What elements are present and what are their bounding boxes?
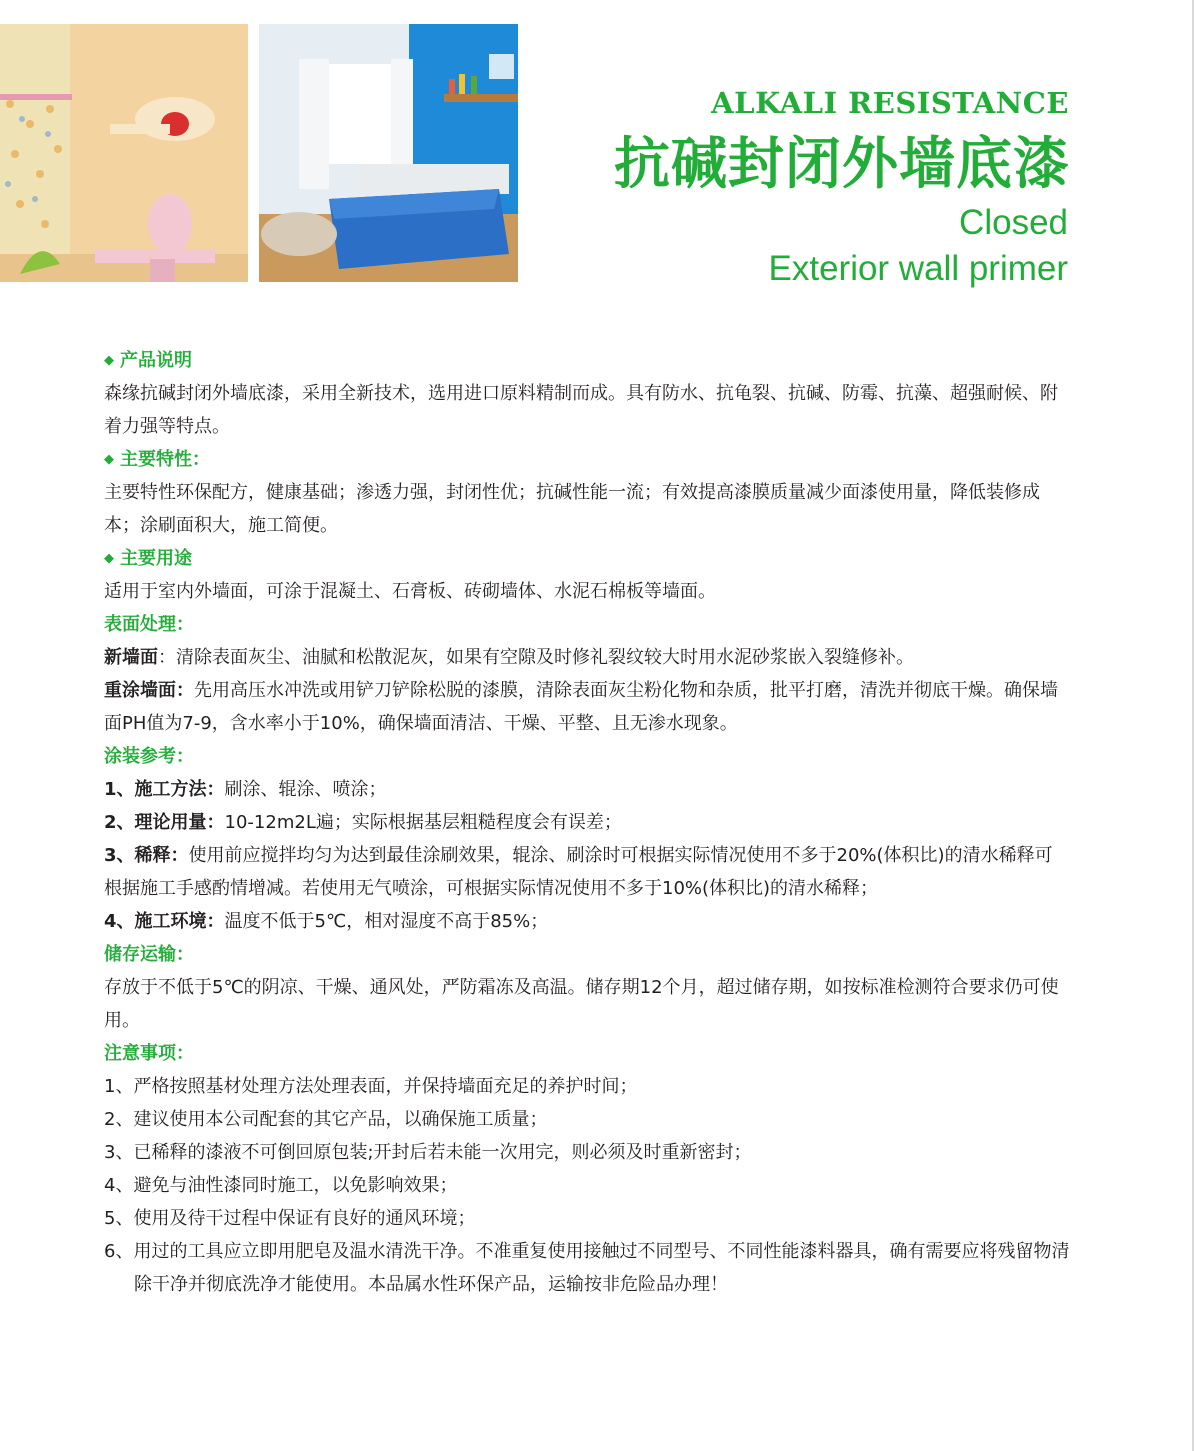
section-heading-coating: 涂装参考： xyxy=(104,746,194,767)
diamond-bullet-icon: ◆ xyxy=(104,452,114,467)
description-text: 森缘抗碱封闭外墙底漆，采用全新技术，选用进口原料精制而成。具有防水、抗龟裂、抗碱、防霉、抗藻、超强耐候、附着力强等特点。 xyxy=(104,383,1058,437)
new-wall-label: 新墙面 xyxy=(104,647,158,668)
coating-item: 3、稀释：使用前应搅拌均匀为达到最佳涂刷效果，辊涂、刷涂时可根据实际情况使用不多于20%(体积比)的清水稀释可根据施工手感酌情增减。若使用无气喷涂，可根据实际情况使用不多于10%(体积比)的清水稀释； xyxy=(104,845,1053,899)
section-heading-usage: ◆ 主要用途 xyxy=(104,548,192,569)
features-text: 主要特性环保配方，健康基础；渗透力强，封闭性优；抗碱性能一流；有效提高漆膜质量减少面漆使用量，降低装修成本；涂刷面积大，施工简便。 xyxy=(104,482,1040,536)
new-wall-paragraph xyxy=(104,641,1070,674)
section-heading-features: ◆ 主要特性： xyxy=(104,449,210,470)
english-title: ALKALI RESISTANCE xyxy=(711,86,1069,120)
note-item: 1、严格按照基材处理方法处理表面，并保持墙面充足的养护时间； xyxy=(104,1076,638,1097)
product-description xyxy=(104,344,1070,1301)
diamond-bullet-icon: ◆ xyxy=(104,551,114,566)
chinese-title: 抗碱封闭外墙底漆 xyxy=(614,132,1070,197)
section-heading-description: ◆ 产品说明 xyxy=(104,350,192,371)
recoat-text: 先用高压水冲洗或用铲刀铲除松脱的漆膜，清除表面灰尘粉化物和杂质，批平打磨，清洗并彻底干燥。确保墙面PH值为7-9，含水率小于10%，确保墙面清洁、干燥、平整、且无渗水现象。 xyxy=(104,680,1058,734)
usage-text: 适用于室内外墙面，可涂于混凝土、石膏板、砖砌墙体、水泥石棉板等墙面。 xyxy=(104,581,716,602)
room-photo-2 xyxy=(259,24,518,282)
coating-item: 4、施工环境：温度不低于5℃，相对湿度不高于85%； xyxy=(104,911,549,932)
note-item: 2、建议使用本公司配套的其它产品，以确保施工质量； xyxy=(104,1109,548,1130)
subtitle-line-1: Closed xyxy=(959,203,1068,242)
section-heading-storage: 储存运输： xyxy=(104,944,194,965)
note-item: 5、使用及待干过程中保证有良好的通风环境； xyxy=(104,1208,476,1229)
note-item: 4、避免与油性漆同时施工，以免影响效果； xyxy=(104,1175,458,1196)
coating-item: 1、施工方法：刷涂、辊涂、喷涂； xyxy=(104,779,387,800)
section-heading-notes: 注意事项： xyxy=(104,1043,194,1064)
room-photo-1 xyxy=(0,24,248,282)
coating-item: 2、理论用量：10-12m2L遍；实际根据基层粗糙程度会有误差； xyxy=(104,812,622,833)
section-heading-surface: 表面处理： xyxy=(104,614,194,635)
recoat-label: 重涂墙面： xyxy=(104,680,194,701)
note-item: 3、已稀释的漆液不可倒回原包装;开封后若未能一次用完，则必须及时重新密封； xyxy=(104,1142,752,1163)
new-wall-text: ：清除表面灰尘、油腻和松散泥灰，如果有空隙及时修礼裂纹较大时用水泥砂浆嵌入裂缝修补。 xyxy=(158,647,914,668)
diamond-bullet-icon: ◆ xyxy=(104,353,114,368)
note-item: 6、用过的工具应立即用肥皂及温水清洗干净。不准重复使用接触过不同型号、不同性能漆料器具，确有需要应将残留物清除干净并彻底洗净才能使用。本品属水性环保产品，运输按非危险品办理！ xyxy=(104,1241,1070,1295)
storage-text: 存放于不低于5℃的阴凉、干燥、通风处，严防霜冻及高温。储存期12个月，超过储存期，如按标准检测符合要求仍可使用。 xyxy=(104,977,1059,1031)
recoat-paragraph xyxy=(104,674,1070,740)
subtitle-line-2: Exterior wall primer xyxy=(768,249,1068,288)
